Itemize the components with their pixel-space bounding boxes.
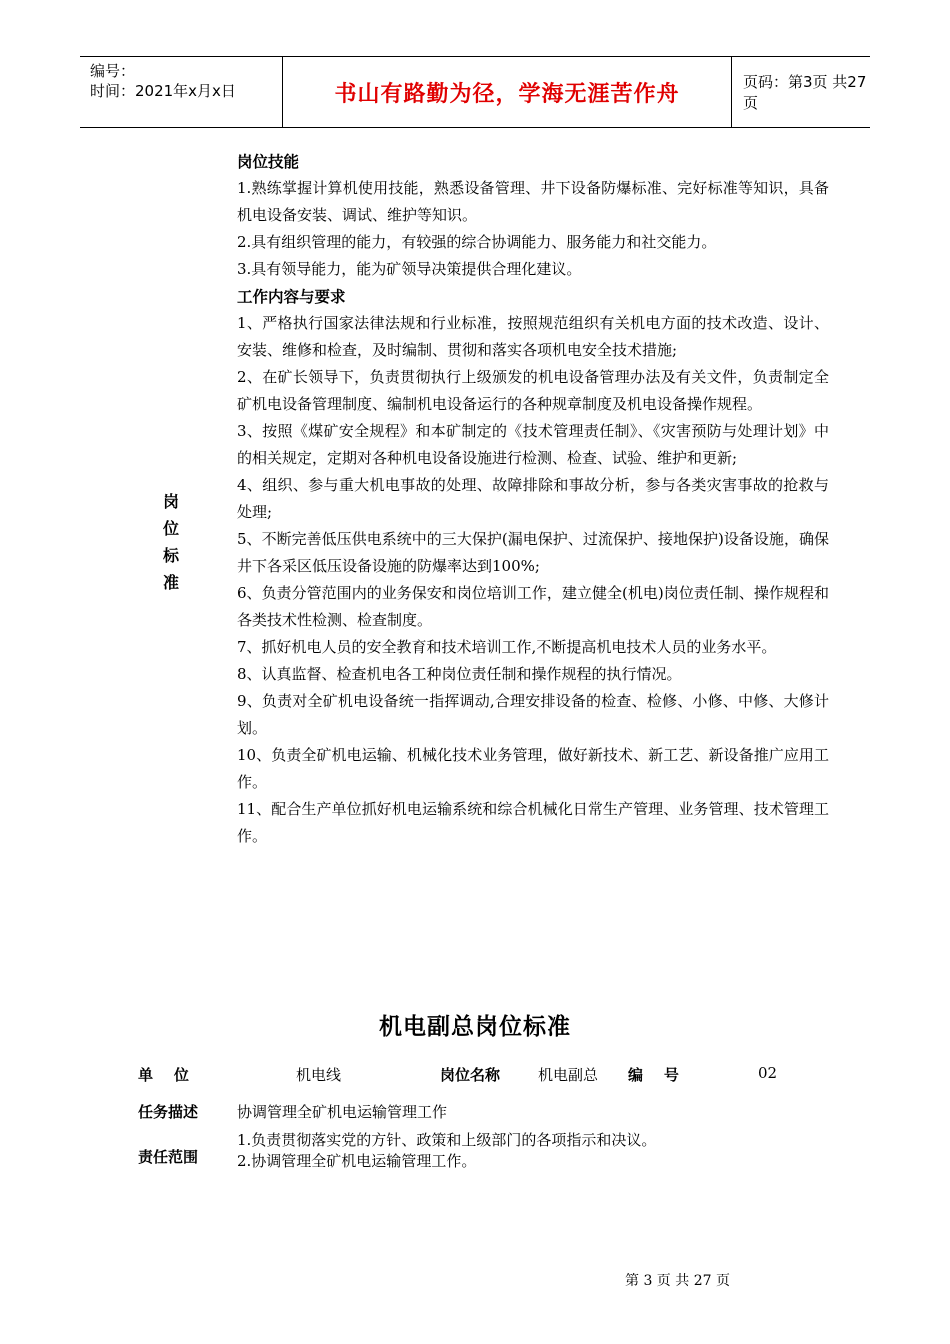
responsibility-item: 1.负责贯彻落实党的方针、政策和上级部门的各项指示和决议。 <box>237 1131 657 1149</box>
code-label: 编 号 <box>628 1066 679 1084</box>
skill-item: 3.具有领导能力，能为矿领导决策提供合理化建议。 <box>237 260 582 278</box>
work-item: 11、配合生产单位抓好机电运输系统和综合机械化日常生产管理、业务管理、技术管理工作。 <box>237 800 829 845</box>
work-item: 2、在矿长领导下，负责贯彻执行上级颁发的机电设备管理办法及有关文件，负责制定全矿机电设备管理制度、编制机电设备运行的各种规章制度及机电设备操作规程。 <box>237 368 829 413</box>
work-item: 5、不断完善低压供电系统中的三大保护(漏电保护、过流保护、接地保护)设备设施，确保井下各采区低压设备设施的防爆率达到100%; <box>237 530 829 575</box>
work-item: 1、严格执行国家法律法规和行业标准，按照规范组织有关机电方面的技术改造、设计、安装、维修和检查，及时编制、贯彻和落实各项机电安全技术措施; <box>237 314 829 359</box>
work-item: 8、认真监督、检查机电各工种岗位责任制和操作规程的执行情况。 <box>237 665 682 683</box>
responsibility-list <box>237 1130 656 1172</box>
unit-label: 单 位 <box>138 1066 189 1084</box>
post-name-label: 岗位名称 <box>440 1066 501 1084</box>
work-item: 7、抓好机电人员的安全教育和技术培训工作,不断提高机电技术人员的业务水平。 <box>237 638 777 656</box>
date-label: 时间：2021年x月x日 <box>90 82 236 100</box>
side-label-char: 位 <box>162 519 179 538</box>
side-label <box>160 488 182 596</box>
responsibility-item: 2.协调管理全矿机电运输管理工作。 <box>237 1152 477 1170</box>
number-label: 编号： <box>90 62 136 80</box>
work-item: 3、按照《煤矿安全规程》和本矿制定的《技术管理责任制》、《灾害预防与处理计划》中的相关规定，定期对各种机电设备设施进行检测、检查、试验、维护和更新; <box>237 422 829 467</box>
task-label: 任务描述 <box>138 1103 199 1121</box>
work-heading: 工作内容与要求 <box>237 287 346 306</box>
responsibility-label: 责任范围 <box>138 1148 199 1166</box>
work-item: 10、负责全矿机电运输、机械化技术业务管理，做好新技术、新工艺、新设备推广应用工作。 <box>237 746 829 791</box>
page-footer: 第 3 页 共 27 页 <box>625 1273 730 1289</box>
task-value: 协调管理全矿机电运输管理工作 <box>237 1103 448 1121</box>
section-title: 机电副总岗位标准 <box>379 1013 571 1040</box>
post-name-value: 机电副总 <box>538 1066 599 1084</box>
job-standard-content <box>237 148 829 850</box>
skill-item: 1.熟练掌握计算机使用技能，熟悉设备管理、井下设备防爆标准、完好标准等知识，具备机电设备安装、调试、维护等知识。 <box>237 179 829 224</box>
motto: 书山有路勤为径，学海无涯苦作舟 <box>282 57 732 127</box>
skill-item: 2.具有组织管理的能力，有较强的综合协调能力、服务能力和社交能力。 <box>237 233 717 251</box>
code-value: 02 <box>758 1064 778 1082</box>
page-header <box>80 56 870 128</box>
work-item: 6、负责分管范围内的业务保安和岗位培训工作，建立健全(机电)岗位责任制、操作规程和各类技术性检测、检查制度。 <box>237 584 829 629</box>
work-item: 9、负责对全矿机电设备统一指挥调动,合理安排设备的检查、检修、小修、中修、大修计划。 <box>237 692 829 737</box>
side-label-char: 准 <box>162 573 179 592</box>
skills-heading: 岗位技能 <box>237 152 300 171</box>
header-meta <box>80 57 282 127</box>
page-code: 页码：第3页 共27页 <box>743 73 867 112</box>
side-label-char: 标 <box>162 546 179 565</box>
unit-value: 机电线 <box>296 1066 342 1084</box>
side-label-char: 岗 <box>162 492 179 511</box>
work-item: 4、组织、参与重大机电事故的处理、故障排除和事故分析，参与各类灾害事故的抢救与处理; <box>237 476 829 521</box>
